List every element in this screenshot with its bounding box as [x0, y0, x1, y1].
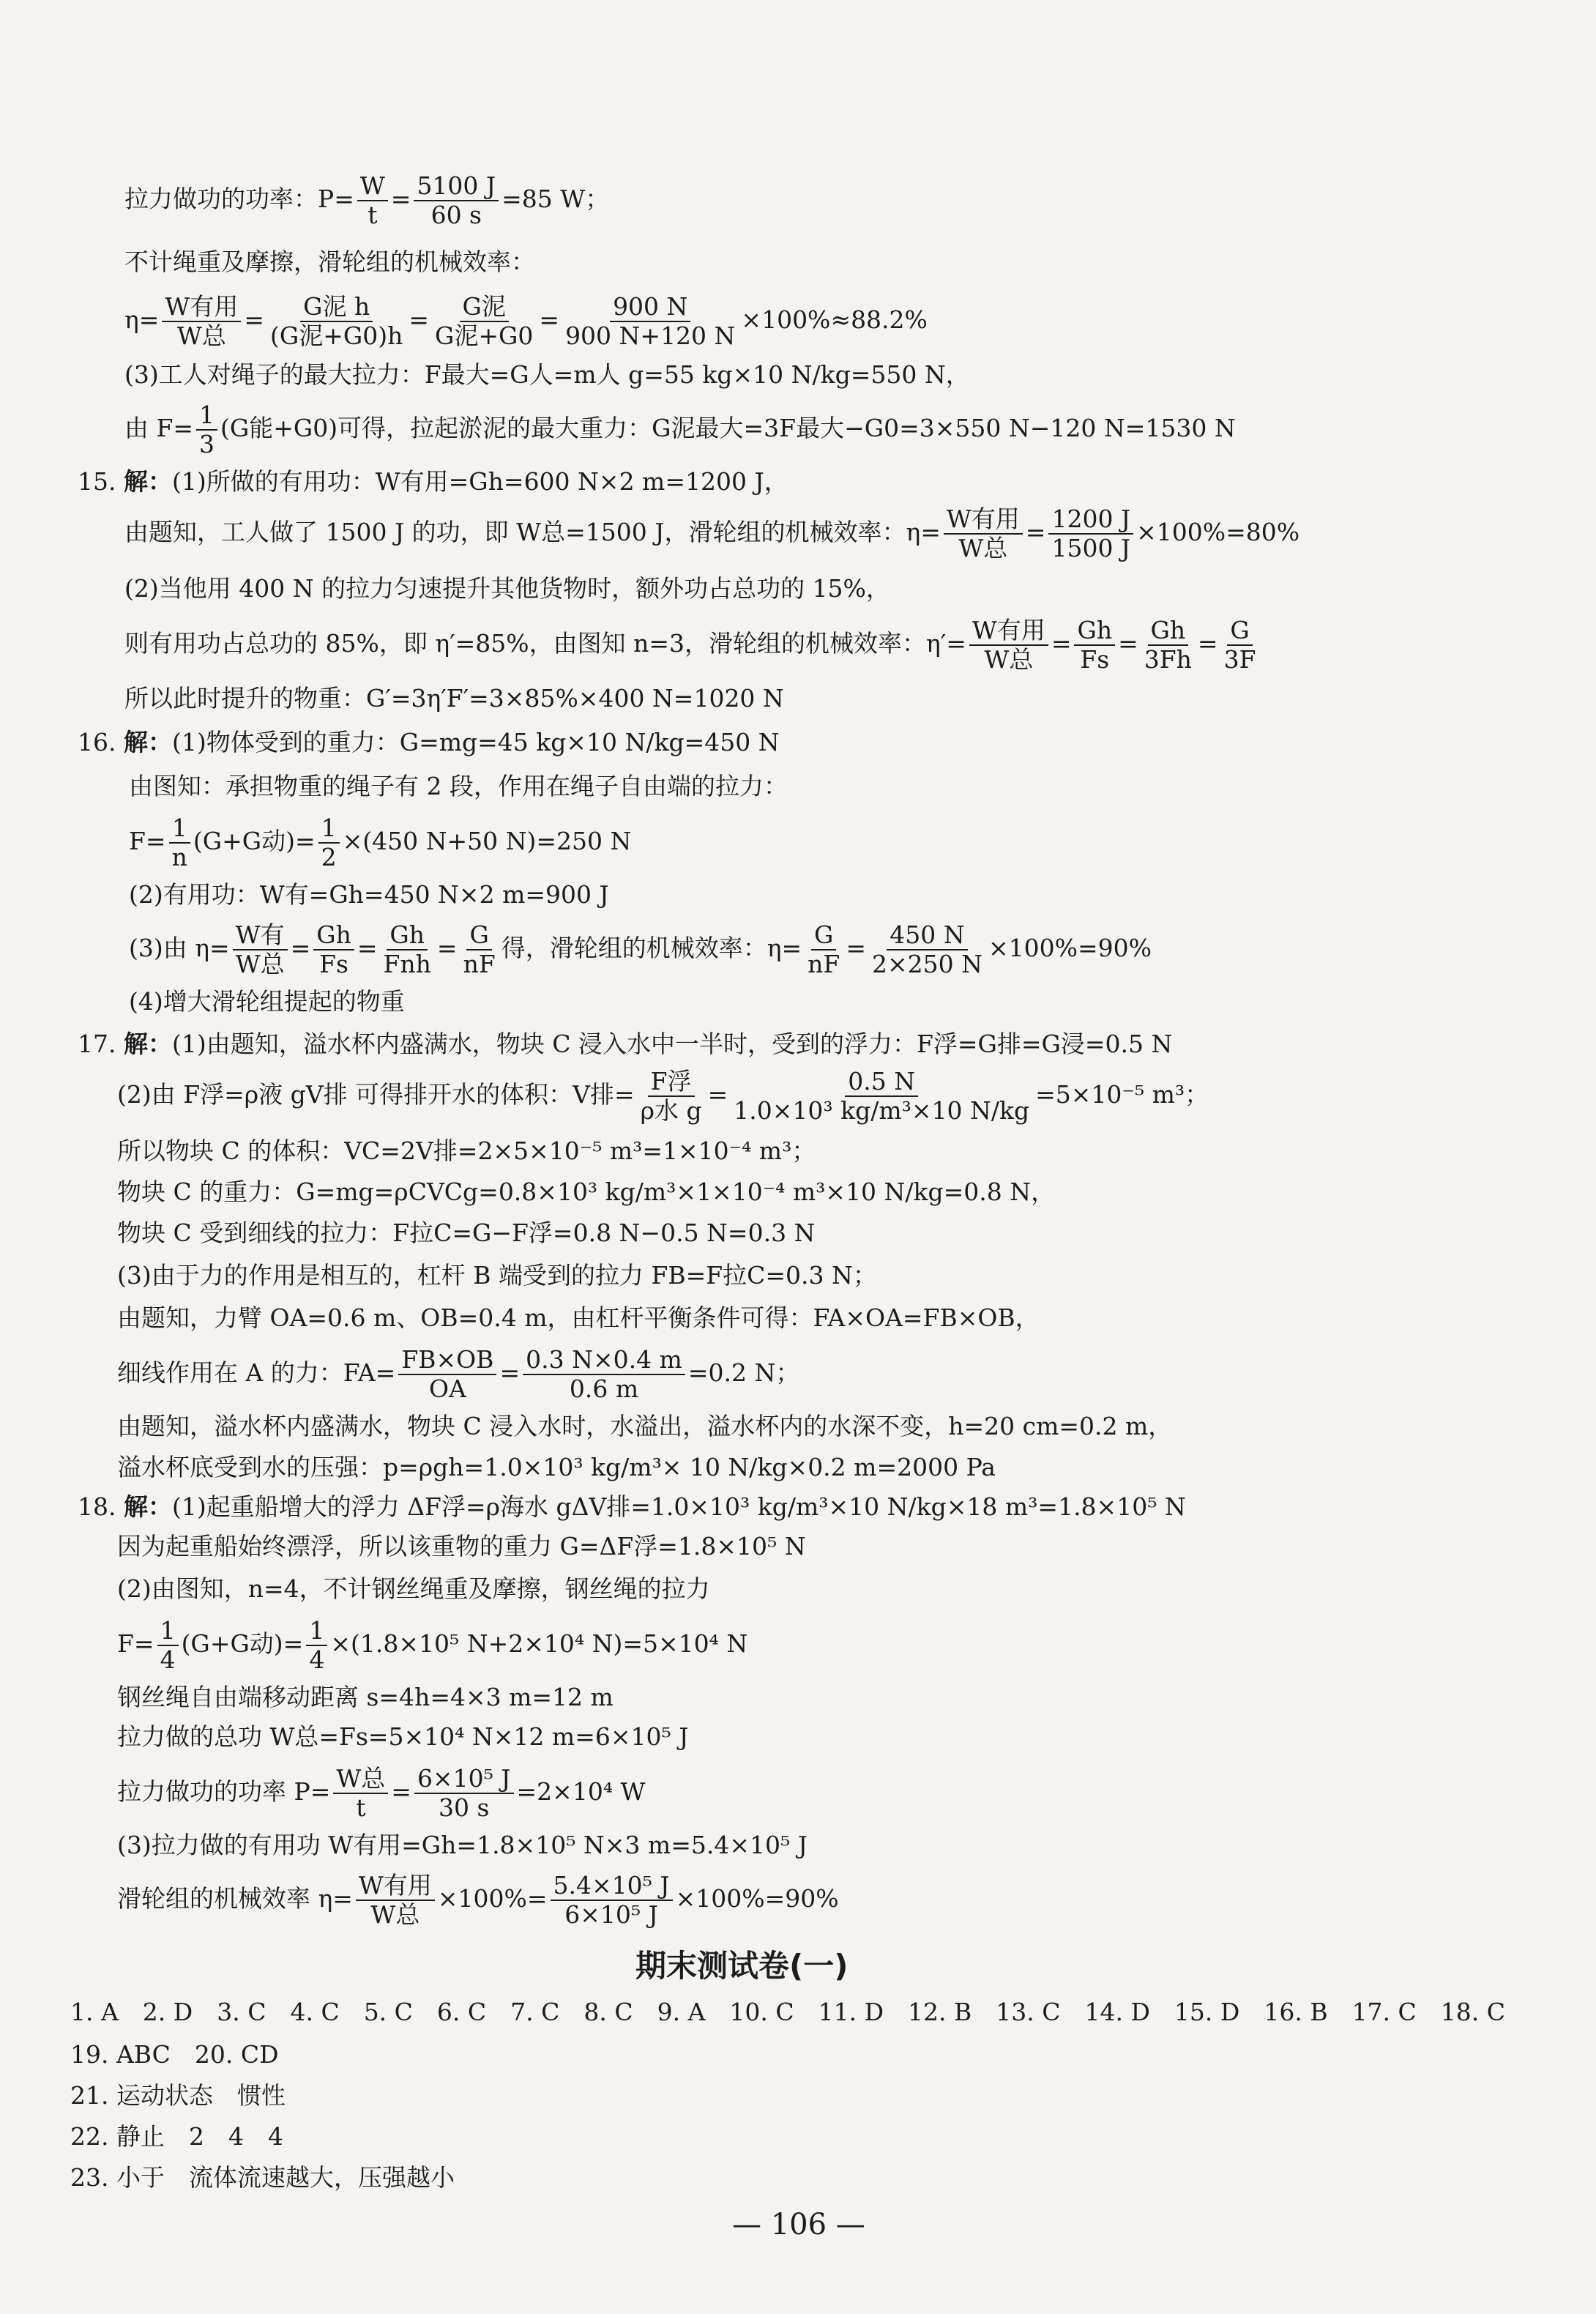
- answer-key-23: 23. 小于 流体流速越大，压强越小: [70, 2163, 455, 2192]
- denominator: ρ水 g: [640, 1095, 702, 1125]
- numerator: FB×OB: [398, 1346, 496, 1375]
- numerator: 1: [169, 814, 190, 844]
- fraction: [318, 814, 340, 871]
- denominator: 0.6 m: [569, 1374, 639, 1403]
- numerator: W有: [233, 921, 288, 950]
- text: =85 W；: [501, 184, 610, 213]
- denominator: nF: [463, 949, 496, 978]
- numerator: 6×10⁵ J: [414, 1765, 514, 1794]
- fraction: [333, 1765, 388, 1822]
- numerator: G: [466, 921, 491, 950]
- numerator: 5.4×10⁵ J: [551, 1872, 673, 1901]
- fraction: [414, 172, 499, 229]
- fraction: [944, 505, 1023, 562]
- q16-efficiency: (3)由 η= $\frac{\text{W有}}{\text{W总}}$ = $\frac{Gh}{Fs}$ = $\frac{Gh}{\text{Fnh}}$ = $\frac{G}{nF}$ 得，滑轮组的机械效率：η= $\frac{G}{nF}$ = $\frac{450 N}{2\times 250 N}$ ×100%=90%: [129, 920, 1152, 978]
- q17-lever: 由题知，力臂 OA=0.6 m、OB=0.4 m，由杠杆平衡条件可得：FA×OA=FB×OB，: [117, 1303, 1040, 1332]
- numerator: 5100 J: [414, 172, 499, 201]
- numerator: G: [1227, 617, 1252, 646]
- fraction: [414, 1765, 514, 1822]
- text: =: [390, 184, 411, 213]
- fraction: [233, 921, 288, 978]
- denominator: t: [368, 200, 378, 229]
- fraction: [398, 1346, 496, 1403]
- denominator: 2: [321, 842, 337, 871]
- text: ×100%=: [437, 1883, 548, 1913]
- fraction: [562, 293, 738, 350]
- text: F=: [117, 1629, 154, 1658]
- denominator: 1500 J: [1051, 533, 1131, 562]
- fraction: [169, 814, 190, 871]
- numerator: 1200 J: [1048, 505, 1133, 535]
- fraction: [357, 172, 388, 229]
- fraction: [1221, 617, 1259, 674]
- fraction: [869, 921, 985, 978]
- q17-pressure: 溢水杯底受到水的压强：p=ρgh=1.0×10³ kg/m³× 10 N/kg×0.2 m=2000 Pa: [117, 1453, 996, 1481]
- q17-volume: 所以物块 C 的体积：VC=2V排=2×5×10⁻⁵ m³=1×10⁻⁴ m³；: [117, 1136, 816, 1165]
- numerator: Gh: [387, 921, 428, 950]
- numerator: W有用: [356, 1872, 435, 1901]
- denominator: G泥+G0: [435, 321, 534, 350]
- fraction: [267, 293, 406, 350]
- text: ×100%=80%: [1136, 517, 1300, 546]
- fraction: [196, 401, 217, 458]
- denominator: 4: [160, 1645, 176, 1674]
- section-title: 期末测试卷(一): [635, 1948, 849, 1984]
- q17-water-depth: 由题知，溢水杯内盛满水，物块 C 浸入水时，水溢出，溢水杯内的水深不变，h=20 cm=0.2 m，: [117, 1412, 1173, 1440]
- text: ×(1.8×10⁵ N+2×10⁴ N)=5×10⁴ N: [330, 1629, 748, 1658]
- fraction: [1074, 617, 1115, 674]
- denominator: t: [356, 1793, 366, 1822]
- fraction: [313, 921, 354, 978]
- text: ×100%=90%: [675, 1883, 839, 1913]
- answer-key-22: 22. 静止 2 4 4: [70, 2122, 283, 2151]
- solution-label: 解：: [123, 728, 172, 756]
- solution-label: 解：: [123, 1492, 172, 1521]
- numerator: 1: [306, 1617, 327, 1646]
- q15-first-line: [78, 464, 788, 499]
- fraction: [162, 293, 241, 350]
- denominator: W总: [370, 1900, 420, 1929]
- text: (1)所做的有用功：W有用=Gh=600 N×2 m=1200 J，: [171, 467, 788, 496]
- fraction: [551, 1872, 673, 1929]
- text: F=: [129, 826, 166, 855]
- line-efficiency-intro: 不计绳重及摩擦，滑轮组的机械效率：: [124, 248, 535, 276]
- q15-useful-ratio: 则有用功占总功的 85%，即 η′=85%，由图知 n=3，滑轮组的机械效率：η′= $\frac{\text{W有用}}{\text{W总}}$ = $\frac{Gh}{Fs}$ = $\frac{Gh}{3Fh}$ = $\frac{G}{3F}$: [124, 617, 1261, 674]
- answer-key-21: 21. 运动状态 惯性: [70, 2081, 286, 2110]
- text: ×100%=90%: [988, 933, 1152, 962]
- numerator: W有用: [969, 617, 1048, 646]
- solution-label: 解：: [123, 467, 172, 496]
- q17-displaced-volume: (2)由 F浮=ρ液 gV排 可得排开水的体积：V排= $\frac{\text{F浮}}{\text{ρ水 g}}$ = $\frac{0.5 N}{\text{1.0×10³ kg/m³×10 N/kg}}$ =5×10⁻⁵ m³；: [117, 1067, 1209, 1125]
- denominator: 3: [199, 429, 215, 458]
- q18-weight: 因为起重船始终漂浮，所以该重物的重力 G=ΔF浮=1.8×10⁵ N: [117, 1532, 806, 1560]
- denominator: 900 N+120 N: [565, 321, 736, 350]
- denominator: W总: [984, 644, 1034, 674]
- numerator: Gh: [1148, 617, 1189, 646]
- numerator: 450 N: [887, 921, 967, 950]
- fraction: [356, 1872, 435, 1929]
- text: 则有用功占总功的 85%，即 η′=85%，由图知 n=3，滑轮组的机械效率：η′=: [124, 628, 966, 658]
- question-number: 18.: [78, 1492, 116, 1521]
- numerator: W有用: [944, 505, 1023, 535]
- q18-power: 拉力做功的功率 P= $\frac{\text{W总}}{t}$ = $\frac{\text{6×10⁵ J}}{30 s}$ =2×10⁴ W: [117, 1764, 646, 1822]
- numerator: 1: [157, 1617, 179, 1646]
- q17-part3: (3)由于力的作用是相互的，杠杆 B 端受到的拉力 FB=F拉C=0.3 N；: [117, 1261, 877, 1290]
- text: (1)由题知，溢水杯内盛满水，物块 C 浸入水中一半时，受到的浮力：F浮=G排=G浸=0.5 N: [171, 1030, 1173, 1058]
- fraction: [157, 1617, 179, 1674]
- fraction: [731, 1068, 1032, 1125]
- denominator: W总: [235, 949, 285, 978]
- text: (G能+G0)可得，拉起淤泥的最大重力：G泥最大=3F最大−G0=3×550 N−120 N=1530 N: [220, 413, 1236, 442]
- answer-key-19-20: 19. ABC 20. CD: [70, 2040, 279, 2069]
- page-number: — 106 —: [732, 2208, 865, 2242]
- denominator: 3F: [1223, 644, 1256, 674]
- q18-useful-work: (3)拉力做的有用功 W有用=Gh=1.8×10⁵ N×3 m=5.4×10⁵ J: [117, 1831, 808, 1859]
- numerator: 0.5 N: [845, 1068, 918, 1097]
- text: (2)由 F浮=ρ液 gV排 可得排开水的体积：V排=: [117, 1079, 635, 1109]
- text: 拉力做功的功率 P=: [117, 1777, 331, 1806]
- denominator: 30 s: [439, 1793, 490, 1822]
- q17-gravity: 物块 C 的重力：G=mg=ρCVCg=0.8×10³ kg/m³×1×10⁻⁴ m³×10 N/kg=0.8 N，: [117, 1178, 1056, 1206]
- fraction: [805, 921, 843, 978]
- denominator: 6×10⁵ J: [564, 1900, 658, 1929]
- denominator: Fnh: [383, 949, 431, 978]
- text: (1)物体受到的重力：G=mg=45 kg×10 N/kg=450 N: [171, 728, 780, 756]
- fraction: [638, 1068, 705, 1125]
- q15-efficiency: 由题知，工人做了 1500 J 的功，即 W总=1500 J，滑轮组的机械效率：η= $\frac{\text{W有用}}{\text{W总}}$ = $\frac{1200 J}{1500 J}$ ×100%=80%: [124, 505, 1300, 562]
- numerator: 0.3 N×0.4 m: [523, 1346, 685, 1375]
- fraction: [1141, 617, 1195, 674]
- text: (1)起重船增大的浮力 ΔF浮=ρ海水 gΔV排=1.0×10³ kg/m³×10 N/kg×18 m³=1.8×10⁵ N: [171, 1492, 1186, 1521]
- fraction: [306, 1617, 327, 1674]
- numerator: W有用: [162, 293, 241, 322]
- text: =5×10⁻⁵ m³；: [1035, 1079, 1209, 1109]
- denominator: OA: [428, 1374, 466, 1403]
- question-number: 15.: [78, 467, 116, 496]
- numerator: 900 N: [610, 293, 690, 322]
- q15-part2: (2)当他用 400 N 的拉力匀速提升其他货物时，额外功占总功的 15%，: [124, 574, 890, 603]
- text: 细线作用在 A 的力：FA=: [117, 1358, 396, 1387]
- q18-rope-force: [117, 1617, 747, 1674]
- q17-string-tension: 物块 C 受到细线的拉力：F拉C=G−F浮=0.8 N−0.5 N=0.3 N: [117, 1219, 816, 1247]
- text: 由题知，工人做了 1500 J 的功，即 W总=1500 J，滑轮组的机械效率：η=: [124, 517, 941, 546]
- q16-rope-segments: 由图知：承担物重的绳子有 2 段，作用在绳子自由端的拉力：: [129, 772, 788, 800]
- fraction: [460, 921, 499, 978]
- fraction: [1048, 505, 1133, 562]
- q15-weight: 所以此时提升的物重：G′=3η′F′=3×85%×400 N=1020 N: [124, 684, 784, 713]
- denominator: 1.0×10³ kg/m³×10 N/kg: [734, 1095, 1030, 1125]
- line-max-mud: [124, 401, 1236, 458]
- fraction: [969, 617, 1048, 674]
- text: =2×10⁴ W: [516, 1777, 646, 1806]
- denominator: Fs: [319, 949, 348, 978]
- text: η=: [124, 305, 160, 334]
- denominator: 3Fh: [1144, 644, 1192, 674]
- numerator: W总: [333, 1765, 388, 1794]
- question-number: 16.: [78, 728, 116, 756]
- numerator: G: [811, 921, 836, 950]
- denominator: 2×250 N: [871, 949, 982, 978]
- q18-efficiency: [117, 1872, 839, 1929]
- numerator: F浮: [648, 1068, 695, 1097]
- denominator: Fs: [1080, 644, 1110, 674]
- denominator: W总: [176, 321, 226, 350]
- denominator: W总: [958, 533, 1008, 562]
- fraction: [381, 921, 434, 978]
- text: 由 F=: [124, 413, 194, 442]
- q18-part2: (2)由图知，n=4，不计钢丝绳重及摩擦，钢丝绳的拉力: [117, 1574, 710, 1603]
- numerator: Gh: [1074, 617, 1115, 646]
- q16-first-line: [78, 725, 780, 760]
- denominator: (G泥+G0)h: [270, 321, 403, 350]
- numerator: W: [357, 172, 388, 201]
- numerator: G泥 h: [300, 293, 373, 322]
- numerator: 1: [318, 814, 340, 844]
- text: 滑轮组的机械效率 η=: [117, 1883, 353, 1913]
- q18-first-line: [78, 1489, 1186, 1525]
- fraction: [432, 293, 536, 350]
- numerator: 1: [196, 401, 217, 431]
- question-number: 17.: [78, 1030, 116, 1058]
- text: (G+G动)=: [181, 1629, 304, 1658]
- q18-total-work: 拉力做的总功 W总=Fs=5×10⁴ N×12 m=6×10⁵ J: [117, 1722, 689, 1751]
- numerator: Gh: [313, 921, 354, 950]
- text: =0.2 N；: [687, 1358, 800, 1387]
- text: 拉力做功的功率：P=: [124, 184, 354, 213]
- text: (G+G动)=: [193, 826, 316, 855]
- q16-pull-force: [129, 814, 631, 871]
- numerator: G泥: [460, 293, 509, 322]
- q17-first-line: [78, 1027, 1172, 1062]
- text: ×(450 N+50 N)=250 N: [342, 826, 632, 855]
- line-power-calc: [124, 172, 609, 229]
- text: ×100%≈88.2%: [741, 305, 928, 334]
- line-efficiency-calc: η= $\frac{\text{W有用}}{\text{W总}}$ = $\frac{\text{G泥 h}}{\text{(G泥+G0)h}}$ = $\frac{\text{G泥}}{\text{G泥+G0}}$ = $\frac{900 N}{900 N+120 N}$ ×100%≈88.2%: [124, 292, 928, 350]
- line-max-pull: (3)工人对绳子的最大拉力：F最大=G人=m人 g=55 kg×10 N/kg=550 N，: [124, 360, 970, 389]
- q17-force-a: 细线作用在 A 的力：FA= $\frac{FB\times OB}{OA}$ = $\frac{0.3 N\times 0.4 m}{0.6 m}$ =0.2 N；: [117, 1345, 800, 1403]
- text: 得，滑轮组的机械效率：η=: [501, 933, 802, 962]
- text: (3)由 η=: [129, 933, 230, 962]
- q18-distance: 钢丝绳自由端移动距离 s=4h=4×3 m=12 m: [117, 1683, 614, 1711]
- q16-useful-work: (2)有用功：W有=Gh=450 N×2 m=900 J: [129, 880, 609, 909]
- denominator: nF: [808, 949, 840, 978]
- denominator: 60 s: [430, 200, 482, 229]
- solution-label: 解：: [123, 1030, 172, 1058]
- q16-part4: (4)增大滑轮组提起的物重: [129, 987, 405, 1016]
- denominator: n: [171, 842, 187, 871]
- denominator: 4: [309, 1645, 325, 1674]
- fraction: [523, 1346, 685, 1403]
- answer-key-mc: 1. A 2. D 3. C 4. C 5. C 6. C 7. C 8. C 9. A 10. C 11. D 12. B 13. C 14. D 15. D 16. B 17. C 18. C: [70, 1998, 1506, 2026]
